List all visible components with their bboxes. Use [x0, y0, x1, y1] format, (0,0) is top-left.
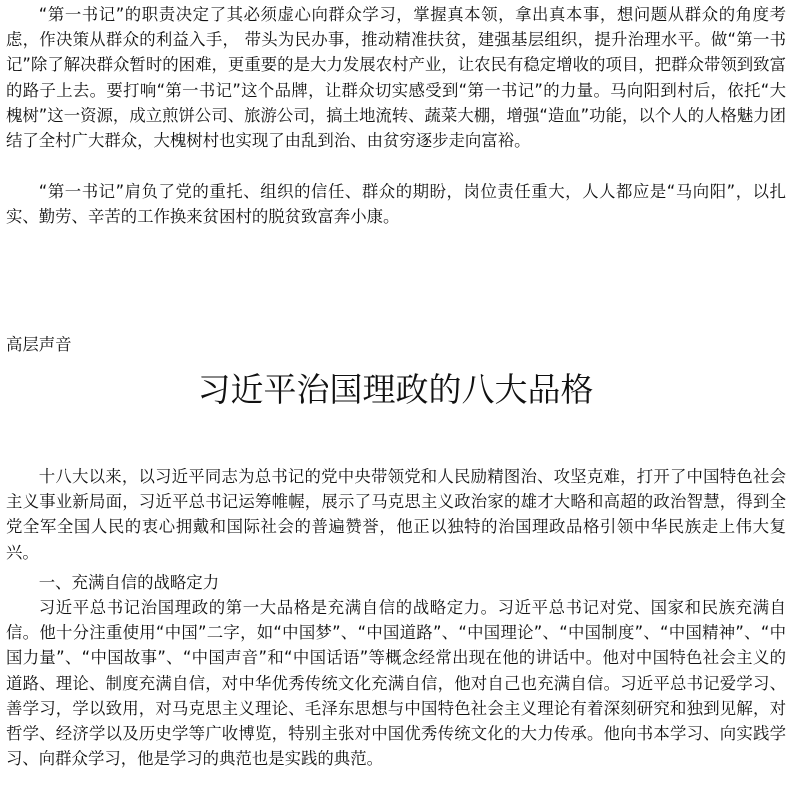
- article1-paragraph-2: “第一书记”肩负了党的重托、组织的信任、群众的期盼，岗位责任重大，人人都应是“马向阳”，以扎实、勤劳、辛苦的工作换来贫困村的脱贫致富奔小康。: [6, 182, 786, 227]
- article-title: 习近平治国理政的八大品格: [197, 370, 594, 409]
- section-label: 高层声音: [6, 335, 72, 354]
- article1-paragraph-1: “第一书记”的职责决定了其必须虚心向群众学习，掌握真本领，拿出真本事，想问题从群众的角度考虑，作决策从群众的利益入手， 带头为民办事，推动精准扶贫，建强基层组织，提升治理水平。做“第一书记”除了解决群众暂时的困难，更重要的是大力发展农村产业，让农民有稳定增收的项目，把群众带领到致富的路子上去。要打响“第一书记”这个品牌，让群众切实感受到“第一书记”的力量。马向阳到村后，依托“大槐树”这一资源，成立煎饼公司、旅游公司，搞土地流转、蔬菜大棚，增强“造血”功能，以个人的人格魅力团结了全村广大群众，大槐树村也实现了由乱到治、由贫穷逐步走向富裕。: [6, 5, 786, 151]
- article2-intro: 十八大以来，以习近平同志为总书记的党中央带领党和人民励精图治、攻坚克难，打开了中国特色社会主义事业新局面，习近平总书记运筹帷幄，展示了马克思主义政治家的雄才大略和高超的政治智慧，得到全党全军全国人民的衷心拥戴和国际社会的普遍赞誉，他正以独特的治国理政品格引领中华民族走上伟大复兴。: [6, 467, 786, 562]
- article2-paragraph-1: 习近平总书记治国理政的第一大品格是充满自信的战略定力。习近平总书记对党、国家和民族充满自信。他十分注重使用“中国”二字，如“中国梦”、“中国道路”、“中国理论”、“中国制度”、“中国精神”、“中国力量”、“中国故事”、“中国声音”和“中国话语”等概念经常出现在他的讲话中。他对中国特色社会主义的道路、理论、制度充满自信，对中华优秀传统文化充满自信，他对自己也充满自信。习近平总书记爱学习、善学习，学以致用，对马克思主义理论、毛泽东思想与中国特色社会主义理论有着深刻研究和独到见解，对哲学、经济学以及历史学等广收博览，特别主张对中国优秀传统文化的大力传承。他向书本学习、向实践学习、向群众学习，他是学习的典范也是实践的典范。: [6, 598, 786, 769]
- article2-heading-1: 一、充满自信的战略定力: [38, 573, 220, 592]
